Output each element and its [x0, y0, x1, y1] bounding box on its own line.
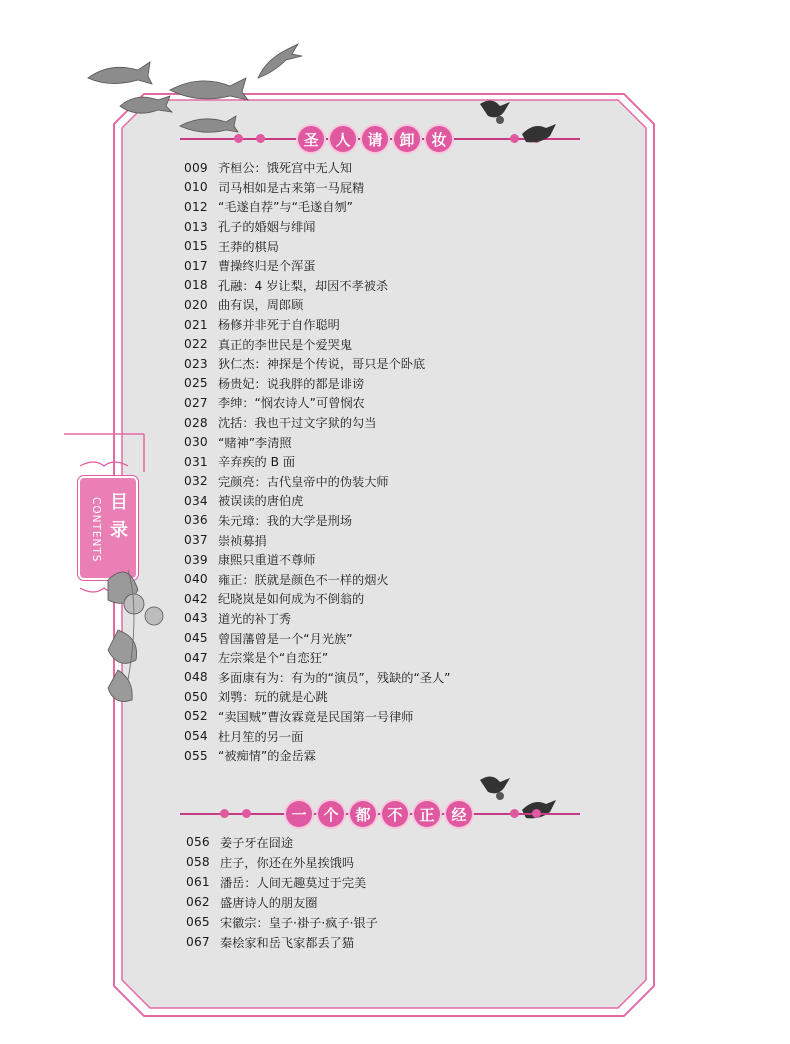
entry-title: 宋徽宗：皇子·褂子·疯子·银子	[220, 915, 378, 930]
list-item[interactable]	[184, 491, 584, 511]
entry-title: 多面康有为：有为的“演员”，残缺的“圣人”	[218, 670, 451, 685]
entry-title: 杨修并非死于自作聪明	[218, 318, 340, 333]
section-title-char: 不	[382, 801, 408, 827]
entry-title: “毛遂自荐”与“毛遂自刎”	[218, 200, 353, 215]
page-number: 055	[184, 748, 208, 763]
page-number: 037	[184, 533, 208, 548]
list-item[interactable]	[184, 511, 584, 531]
toc-list-1	[184, 158, 584, 765]
toc-list-2	[186, 832, 586, 952]
section-title-char: 卸	[394, 126, 420, 152]
page-number: 036	[184, 513, 208, 528]
page-number: 045	[184, 631, 208, 646]
entry-title: 雍正：朕就是颜色不一样的烟火	[218, 572, 389, 587]
list-item[interactable]	[184, 393, 584, 413]
page-number: 047	[184, 650, 208, 665]
entry-title: 左宗棠是个“自恋狂”	[218, 651, 329, 666]
list-item[interactable]	[184, 589, 584, 609]
entry-title: 盛唐诗人的朋友圈	[220, 895, 318, 910]
page-number: 021	[184, 317, 208, 332]
page-number: 067	[186, 935, 210, 949]
list-item[interactable]	[184, 609, 584, 629]
page-number: 013	[184, 219, 208, 234]
entry-title: 刘鹗：玩的就是心跳	[218, 690, 328, 705]
entry-title: 杨贵妃：说我胖的都是诽谤	[218, 376, 365, 391]
page-number: 062	[186, 895, 210, 909]
page-number: 030	[184, 435, 208, 450]
list-item[interactable]	[184, 628, 584, 648]
entry-title: 道光的补丁秀	[218, 611, 292, 626]
entry-title: 李绅：“悯农诗人”可曾悯农	[218, 396, 365, 411]
entry-title: 纪晓岚是如何成为不倒翁的	[218, 592, 365, 607]
entry-title: 齐桓公：饿死宫中无人知	[218, 161, 353, 176]
entry-title: 沈括：我也干过文字狱的勾当	[218, 416, 377, 431]
entry-title: “赌神”李清照	[218, 435, 292, 450]
page-number: 042	[184, 591, 208, 606]
entry-title: 姜子牙在囧途	[220, 835, 294, 850]
entry-title: 曹操终归是个浑蛋	[218, 259, 316, 274]
page-number: 020	[184, 297, 208, 312]
list-item[interactable]	[186, 932, 586, 952]
list-item[interactable]	[184, 687, 584, 707]
list-item[interactable]	[184, 452, 584, 472]
section-title-char: 都	[350, 801, 376, 827]
bird-illustration-icon	[470, 94, 560, 150]
contents-label-cn: 目录	[107, 492, 128, 548]
entry-title: 辛弃疾的 B 面	[218, 455, 296, 470]
page-number: 039	[184, 552, 208, 567]
list-item[interactable]	[184, 374, 584, 394]
page-number: 009	[184, 160, 208, 175]
list-item[interactable]	[186, 832, 586, 852]
page-number: 056	[186, 835, 210, 849]
entry-title: 杜月笙的另一面	[218, 729, 304, 744]
entry-title: 司马相如是古来第一马屁精	[218, 180, 365, 195]
list-item[interactable]	[184, 256, 584, 276]
header-dot	[532, 809, 541, 818]
entry-title: 康熙只重道不尊师	[218, 553, 316, 568]
section-title-badges	[286, 801, 472, 827]
list-item[interactable]	[184, 413, 584, 433]
list-item[interactable]	[184, 667, 584, 687]
entry-title: 曾国藩曾是一个“月光族”	[218, 631, 353, 646]
entry-title: “卖国贼”曹汝霖竟是民国第一号律师	[218, 709, 414, 724]
list-item[interactable]	[184, 354, 584, 374]
section-title-char: 妆	[426, 126, 452, 152]
header-dot	[234, 134, 243, 143]
header-dot	[256, 134, 265, 143]
entry-title: 崇祯募捐	[218, 533, 267, 548]
page-number: 031	[184, 454, 208, 469]
header-dot	[220, 809, 229, 818]
entry-title: 完颜亮：古代皇帝中的伪装大师	[218, 474, 389, 489]
page-number: 010	[184, 180, 208, 195]
list-item[interactable]	[184, 158, 584, 178]
list-item[interactable]	[184, 295, 584, 315]
entry-title: 真正的李世民是个爱哭鬼	[218, 337, 353, 352]
header-dot	[510, 809, 519, 818]
entry-title: 朱元璋：我的大学是刑场	[218, 513, 353, 528]
list-item[interactable]	[184, 178, 584, 198]
list-item[interactable]	[184, 217, 584, 237]
entry-title: 被误读的唐伯虎	[218, 494, 304, 509]
page-number: 040	[184, 572, 208, 587]
page-number: 043	[184, 611, 208, 626]
entry-title: 曲有误，周郎顾	[218, 298, 304, 313]
list-item[interactable]	[184, 569, 584, 589]
page-number: 022	[184, 337, 208, 352]
list-item[interactable]	[184, 472, 584, 492]
fish-illustration-icon	[80, 40, 320, 140]
list-item[interactable]	[184, 707, 584, 727]
page-number: 017	[184, 258, 208, 273]
list-item[interactable]	[184, 648, 584, 668]
list-item[interactable]	[184, 550, 584, 570]
page-number: 028	[184, 415, 208, 430]
list-item[interactable]	[186, 852, 586, 872]
list-item[interactable]	[184, 197, 584, 217]
section-title-char: 请	[362, 126, 388, 152]
entry-title: 王莽的棋局	[218, 239, 279, 254]
page-number: 027	[184, 395, 208, 410]
section-title-char: 人	[330, 126, 356, 152]
list-item[interactable]	[184, 746, 584, 766]
page-number: 015	[184, 239, 208, 254]
list-item[interactable]	[184, 530, 584, 550]
page-number: 058	[186, 855, 210, 869]
contents-label-en: CONTENTS	[90, 497, 102, 563]
entry-title: 秦桧家和岳飞家都丢了猫	[220, 935, 355, 950]
list-item[interactable]	[184, 236, 584, 256]
page-number: 023	[184, 356, 208, 371]
section-title-char: 圣	[298, 126, 324, 152]
list-item[interactable]	[186, 912, 586, 932]
header-dot	[242, 809, 251, 818]
entry-title: “被痴情”的金岳霖	[218, 749, 316, 764]
page-number: 050	[184, 689, 208, 704]
page-number: 012	[184, 199, 208, 214]
section-title-badges	[298, 126, 452, 152]
list-item[interactable]	[184, 726, 584, 746]
section-title-char: 个	[318, 801, 344, 827]
list-item[interactable]	[186, 892, 586, 912]
list-item[interactable]	[184, 334, 584, 354]
entry-title: 狄仁杰：神探是个传说，哥只是个卧底	[218, 357, 426, 372]
list-item[interactable]	[184, 315, 584, 335]
entry-title: 潘岳：人间无趣莫过于完美	[220, 875, 367, 890]
section-header-2	[180, 801, 580, 827]
section-title-char: 正	[414, 801, 440, 827]
list-item[interactable]	[184, 432, 584, 452]
page-number: 054	[184, 729, 208, 744]
section-title-char: 一	[286, 801, 312, 827]
entry-title: 庄子，你还在外星挨饿吗	[220, 855, 355, 870]
list-item[interactable]	[186, 872, 586, 892]
section-title-char: 经	[446, 801, 472, 827]
page-number: 048	[184, 670, 208, 685]
page-number: 065	[186, 915, 210, 929]
page-number: 061	[186, 875, 210, 889]
entry-title: 孔子的婚姻与绯闻	[218, 220, 316, 235]
page-number: 025	[184, 376, 208, 391]
page-number: 018	[184, 278, 208, 293]
page-number: 034	[184, 493, 208, 508]
list-item[interactable]	[184, 276, 584, 296]
flower-illustration-icon	[88, 560, 178, 710]
page-number: 052	[184, 709, 208, 724]
entry-title: 孔融：4 岁让梨，却因不孝被杀	[218, 278, 389, 293]
page-number: 032	[184, 474, 208, 489]
